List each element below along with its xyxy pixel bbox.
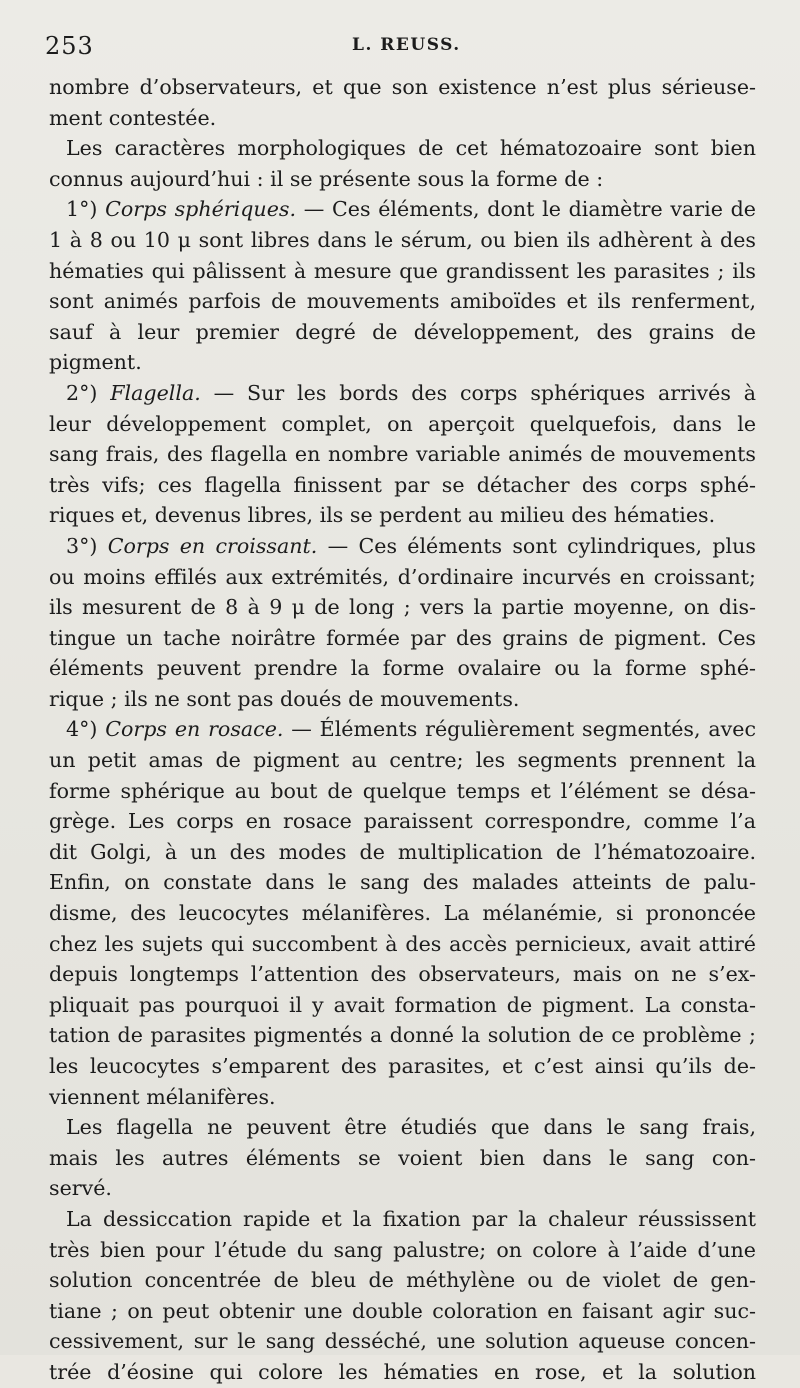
text-line xyxy=(0,714,800,745)
text-line xyxy=(0,776,800,807)
line-text: sont animés parfois de mouvements amiboïdes et ils renferment, xyxy=(49,289,756,314)
text-line xyxy=(0,684,800,715)
line-text: depuis longtemps l’attention des observateurs, mais on ne s’ex- xyxy=(49,962,756,987)
section-heading: Flagella. xyxy=(110,380,201,405)
page-number: 253 xyxy=(45,32,94,60)
text-line xyxy=(0,194,800,225)
text-line xyxy=(0,225,800,256)
section-heading: Corps en croissant. xyxy=(107,533,318,558)
line-text: cessivement, sur le sang desséché, une solution aqueuse concen- xyxy=(49,1329,756,1354)
line-text: sang frais, des flagella en nombre variable animés de mouvements xyxy=(49,442,756,467)
text-line xyxy=(0,806,800,837)
line-text: un petit amas de pigment au centre; les segments prennent la xyxy=(49,748,756,773)
text-line xyxy=(0,592,800,623)
line-text: pigment. xyxy=(49,350,142,375)
line-text: ment contestée. xyxy=(49,105,217,130)
line-text: tiane ; on peut obtenir une double coloration en faisant agir suc- xyxy=(49,1298,756,1323)
line-text: éléments peuvent prendre la forme ovalaire ou la forme sphé- xyxy=(49,656,756,681)
text-line xyxy=(0,867,800,898)
line-text: Les flagella ne peuvent être étudiés que dans le sang frais, xyxy=(66,1115,756,1140)
text-line xyxy=(0,1326,800,1357)
text-line xyxy=(0,898,800,929)
text-line xyxy=(0,1143,800,1174)
line-text: très vifs; ces flagella finissent par se détacher des corps sphé- xyxy=(49,472,756,497)
text-line xyxy=(0,470,800,501)
line-text: forme sphérique au bout de quelque temps et l’élément se désa- xyxy=(49,778,756,803)
text-line xyxy=(0,133,800,164)
line-text: 1 à 8 ou 10 μ sont libres dans le sérum, ou bien ils adhèrent à des xyxy=(49,227,756,252)
text-line xyxy=(0,623,800,654)
text-line xyxy=(0,317,800,348)
text-line xyxy=(0,1204,800,1235)
line-text: La dessiccation rapide et la fixation par la chaleur réussissent xyxy=(66,1206,756,1231)
line-text: rique ; ils ne sont pas doués de mouvements. xyxy=(49,686,520,711)
line-text: pliquait pas pourquoi il y avait formation de pigment. La consta- xyxy=(49,992,756,1017)
text-line xyxy=(0,745,800,776)
section-heading: Corps sphériques. xyxy=(105,197,296,222)
text-line xyxy=(0,1235,800,1266)
text-line xyxy=(0,103,800,134)
line-text: chez les sujets qui succombent à des accès pernicieux, avait attiré xyxy=(49,931,756,956)
text-line xyxy=(0,1265,800,1296)
running-head: L. REUSS. xyxy=(352,35,461,55)
list-number: 2°) xyxy=(66,380,111,405)
text-line xyxy=(0,959,800,990)
line-text: tingue un tache noirâtre formée par des grains de pigment. Ces xyxy=(49,625,756,650)
text-line xyxy=(0,1082,800,1113)
text-line xyxy=(0,256,800,287)
body-text xyxy=(0,72,800,1388)
text-line xyxy=(0,531,800,562)
text-line xyxy=(0,837,800,868)
line-text: riques et, devenus libres, ils se perdent au milieu des hématies. xyxy=(49,503,716,528)
text-line xyxy=(0,72,800,103)
line-text: disme, des leucocytes mélanifères. La mélanémie, si prononcée xyxy=(49,901,756,926)
text-line xyxy=(0,1173,800,1204)
line-text: viennent mélanifères. xyxy=(49,1084,276,1109)
line-text: ils mesurent de 8 à 9 μ de long ; vers la partie moyenne, on dis- xyxy=(49,595,756,620)
line-text: mais les autres éléments se voient bien dans le sang con- xyxy=(49,1145,756,1170)
line-text: hématies qui pâlissent à mesure que grandissent les parasites ; ils xyxy=(49,258,756,283)
text-line xyxy=(0,990,800,1021)
text-line xyxy=(0,164,800,195)
line-text: trée d’éosine qui colore les hématies en rose, et la solution xyxy=(49,1359,756,1384)
text-line xyxy=(0,1296,800,1327)
line-text: connus aujourd’hui : il se présente sous la forme de : xyxy=(49,166,604,191)
line-text: — Éléments régulièrement segmentés, avec xyxy=(283,717,756,742)
line-text: Les caractères morphologiques de cet hématozoaire sont bien xyxy=(66,136,756,161)
line-text: nombre d’observateurs, et que son existence n’est plus sérieuse- xyxy=(49,75,756,99)
text-line xyxy=(0,378,800,409)
page-header xyxy=(0,32,800,62)
line-text: Enfin, on constate dans le sang des malades atteints de palu- xyxy=(49,870,756,895)
list-number: 4°) xyxy=(66,717,106,742)
text-line xyxy=(0,562,800,593)
line-text: servé. xyxy=(49,1176,112,1201)
line-text: très bien pour l’étude du sang palustre; on colore à l’aide d’une xyxy=(49,1237,756,1262)
line-text: tation de parasites pigmentés a donné la solution de ce problème ; xyxy=(49,1023,756,1048)
line-text: — Ces éléments sont cylindriques, plus xyxy=(317,533,756,558)
text-line xyxy=(0,653,800,684)
section-heading: Corps en rosace. xyxy=(105,717,284,742)
list-number: 3°) xyxy=(66,533,108,558)
line-text: dit Golgi, à un des modes de multiplication de l’hématozoaire. xyxy=(49,839,756,864)
line-text: leur développement complet, on aperçoit quelquefois, dans le xyxy=(49,411,756,436)
text-line xyxy=(0,1051,800,1082)
text-line xyxy=(0,929,800,960)
list-number: 1°) xyxy=(66,197,106,222)
text-line xyxy=(0,409,800,440)
line-text: sauf à leur premier degré de développement, des grains de xyxy=(49,319,756,344)
text-line xyxy=(0,1020,800,1051)
text-line xyxy=(0,500,800,531)
text-line xyxy=(0,1357,800,1388)
line-text: — Sur les bords des corps sphériques arrivés à xyxy=(200,380,757,405)
text-line xyxy=(0,286,800,317)
text-line xyxy=(0,1112,800,1143)
line-text: — Ces éléments, dont le diamètre varie de xyxy=(296,197,756,222)
line-text: grège. Les corps en rosace paraissent correspondre, comme l’a xyxy=(49,809,756,834)
line-text: solution concentrée de bleu de méthylène ou de violet de gen- xyxy=(49,1268,756,1293)
text-line xyxy=(0,347,800,378)
line-text: ou moins effilés aux extrémités, d’ordinaire incurvés en croissant; xyxy=(49,564,756,589)
line-text: les leucocytes s’emparent des parasites, et c’est ainsi qu’ils de- xyxy=(49,1054,756,1078)
text-line xyxy=(0,439,800,470)
